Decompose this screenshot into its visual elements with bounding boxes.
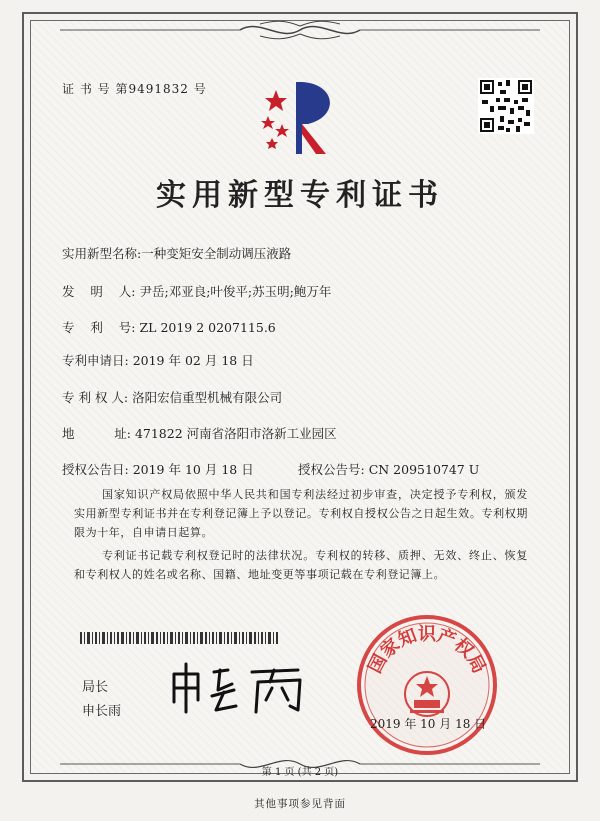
top-ornament xyxy=(60,18,540,42)
address-row xyxy=(62,424,337,442)
grant-announce-date-value: 2019 年 10 月 18 日 xyxy=(132,462,254,477)
director-title: 局长 xyxy=(82,680,109,695)
patentee-label: 专 利 权 人: xyxy=(62,390,129,405)
utility-name-value: 一种变矩安全制动调压液路 xyxy=(141,246,292,261)
inventor-label: 发 明 人: xyxy=(62,284,136,299)
barcode xyxy=(80,632,280,644)
address-label: 地 址: xyxy=(62,426,131,441)
director-name: 申长雨 xyxy=(82,704,122,719)
certificate-title: 实用新型专利证书 xyxy=(156,178,444,213)
patentee-row xyxy=(62,388,282,406)
director-signature xyxy=(168,660,328,716)
body-paragraph-1: 国家知识产权局依照中华人民共和国专利法经过初步审查，决定授予专利权，颁发实用新型专利证书并在专利登记簿上予以登记。专利权自授权公告之日起生效。专利权期限为十年，自申请日起算。 xyxy=(74,488,528,539)
patent-office-logo xyxy=(256,78,344,158)
seal-text: 国家知识产权局 xyxy=(364,624,490,677)
utility-name-label: 实用新型名称: xyxy=(62,246,142,261)
patentee-value: 洛阳宏信重型机械有限公司 xyxy=(132,390,283,405)
grant-announce-number-label: 授权公告号: xyxy=(298,462,365,477)
patent-number-label: 专 利 号: xyxy=(62,320,136,335)
filing-date-row xyxy=(62,351,254,369)
filing-date-value: 2019 年 02 月 18 日 xyxy=(132,353,254,368)
address-value: 471822 河南省洛阳市洛新工业园区 xyxy=(134,426,337,441)
grant-announce-number-value: CN 209510747 U xyxy=(368,462,480,477)
certificate-number: 证 书 号 第9491832 号 xyxy=(62,82,207,96)
patent-number-value: ZL 2019 2 0207115.6 xyxy=(139,320,276,335)
inventor-row xyxy=(62,282,331,300)
body-paragraph-2: 专利证书记载专利权登记时的法律状况。专利权的转移、质押、无效、终止、恢复和专利权人的姓名或名称、国籍、地址变更等事项记载在专利登记簿上。 xyxy=(74,549,528,581)
seal-date: 2019 年 10 月 18 日 xyxy=(370,717,487,731)
grant-announce-date-label: 授权公告日: xyxy=(62,462,129,477)
footer-note: 其他事项参见背面 xyxy=(254,798,346,810)
patent-number-row xyxy=(62,318,276,336)
qr-code[interactable] xyxy=(478,78,534,134)
inventor-value: 尹岳;邓亚良;叶俊平;苏玉明;鲍万年 xyxy=(139,284,332,299)
grant-announce-date-row xyxy=(62,460,254,478)
utility-name-row xyxy=(62,244,291,262)
filing-date-label: 专利申请日: xyxy=(62,353,129,368)
page-number: 第 1 页 (共 2 页) xyxy=(261,767,339,778)
official-seal xyxy=(352,610,502,760)
grant-announce-number-row xyxy=(298,460,479,478)
